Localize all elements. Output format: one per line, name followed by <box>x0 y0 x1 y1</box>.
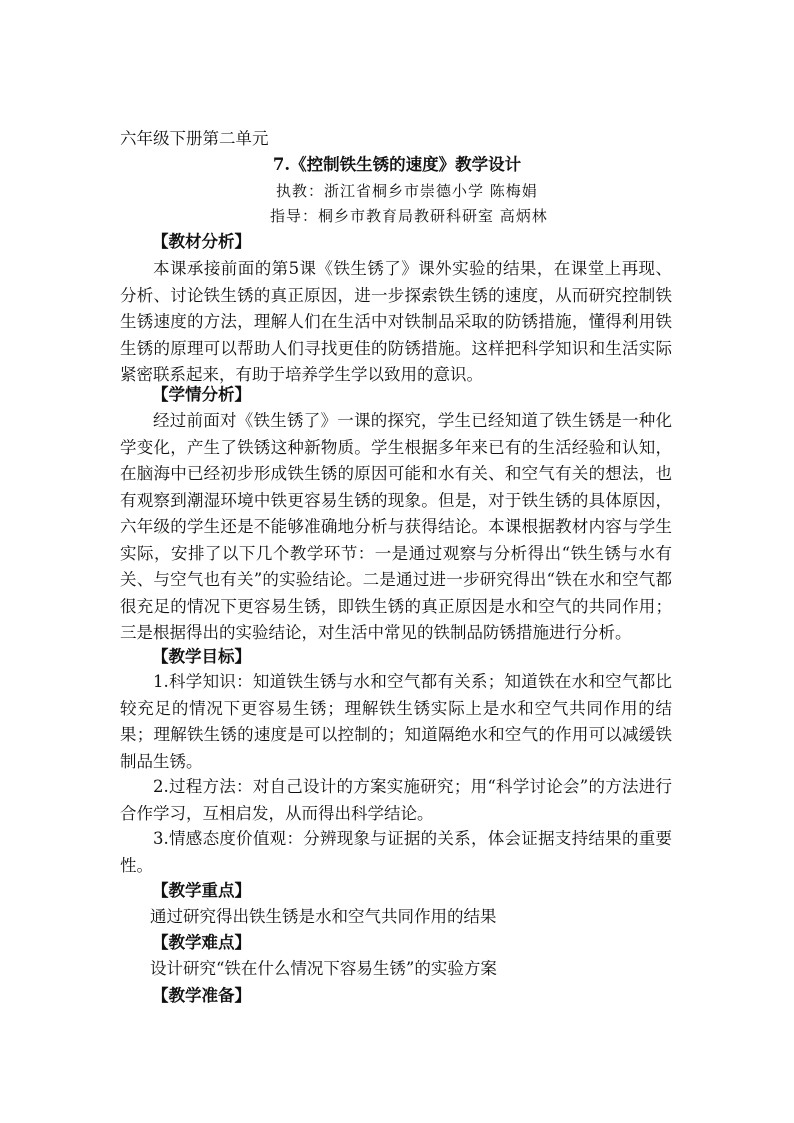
heading-key: 【教学重点】 <box>152 881 251 900</box>
heading-students: 【学情分析】 <box>152 385 251 404</box>
paragraph-students: 经过前面对《铁生锈了》一课的探究，学生已经知道了铁生锈是一种化学变化，产生了铁锈这种新物质。学生根据多年来已有的生活经验和认知，在脑海中已经初步形成铁生锈的原因可能和水有关、和空气有关的想法，也有观察到潮湿环境中铁更容易生锈的现象。但是，对于铁生锈的具体原因，六年级的学生还是不能够准确地分析与获得结论。本课根据教材内容与学生实际，安排了以下几个教学环节：一是通过观察与分析得出“铁生锈与水有关、与空气也有关”的实验结论。二是通过进一步研究得出“铁在水和空气都很充足的情况下更容易生锈，即铁生锈的真正原因是水和空气的共同作用；三是根据得出的实验结论，对生活中常见的铁制品防锈措施进行分析。 <box>120 411 672 642</box>
unit-label: 六年级下册第二单元 <box>120 129 269 148</box>
goal-item-2: 2.过程方法：对自己设计的方案实施研究；用“科学讨论会”的方法进行合作学习，互相启发，从而得出科学结论。 <box>120 777 672 823</box>
goal-item-3: 3.情感态度价值观：分辨现象与证据的关系，体会证据支持结果的重要性。 <box>120 829 672 875</box>
heading-difficulty: 【教学难点】 <box>152 933 251 952</box>
teacher-line: 执教：浙江省桐乡市崇德小学 陈梅娟 <box>276 182 538 200</box>
key-point-text: 通过研究得出铁生锈是水和空气共同作用的结果 <box>150 907 497 926</box>
heading-preparation: 【教学准备】 <box>152 986 251 1005</box>
heading-material: 【教材分析】 <box>152 232 251 251</box>
goal-item-1: 1.科学知识：知道铁生锈与水和空气都有关系；知道铁在水和空气都比较充足的情况下更容易生锈；理解铁生锈实际上是水和空气共同作用的结果；理解铁生锈的速度是可以控制的；知道隔绝水和空气的作用可以减缓铁制品生锈。 <box>120 672 672 771</box>
heading-goals: 【教学目标】 <box>152 647 251 666</box>
paragraph-material: 本课承接前面的第5课《铁生锈了》课外实验的结果，在课堂上再现、分析、讨论铁生锈的真正原因，进一步探索铁生锈的速度，从而研究控制铁生锈速度的方法，理解人们在生活中对铁制品采取的防锈措施，懂得利用铁生锈的原理可以帮助人们寻找更佳的防锈措施。这样把科学知识和生活实际紧密联系起来，有助于培养学生学以致用的意识。 <box>120 259 672 384</box>
page-title: 7.《控制铁生锈的速度》教学设计 <box>272 155 522 174</box>
difficulty-text: 设计研究“铁在什么情况下容易生锈”的实验方案 <box>150 959 497 978</box>
advisor-line: 指导：桐乡市教育局教研科研室 高炳林 <box>270 207 548 225</box>
